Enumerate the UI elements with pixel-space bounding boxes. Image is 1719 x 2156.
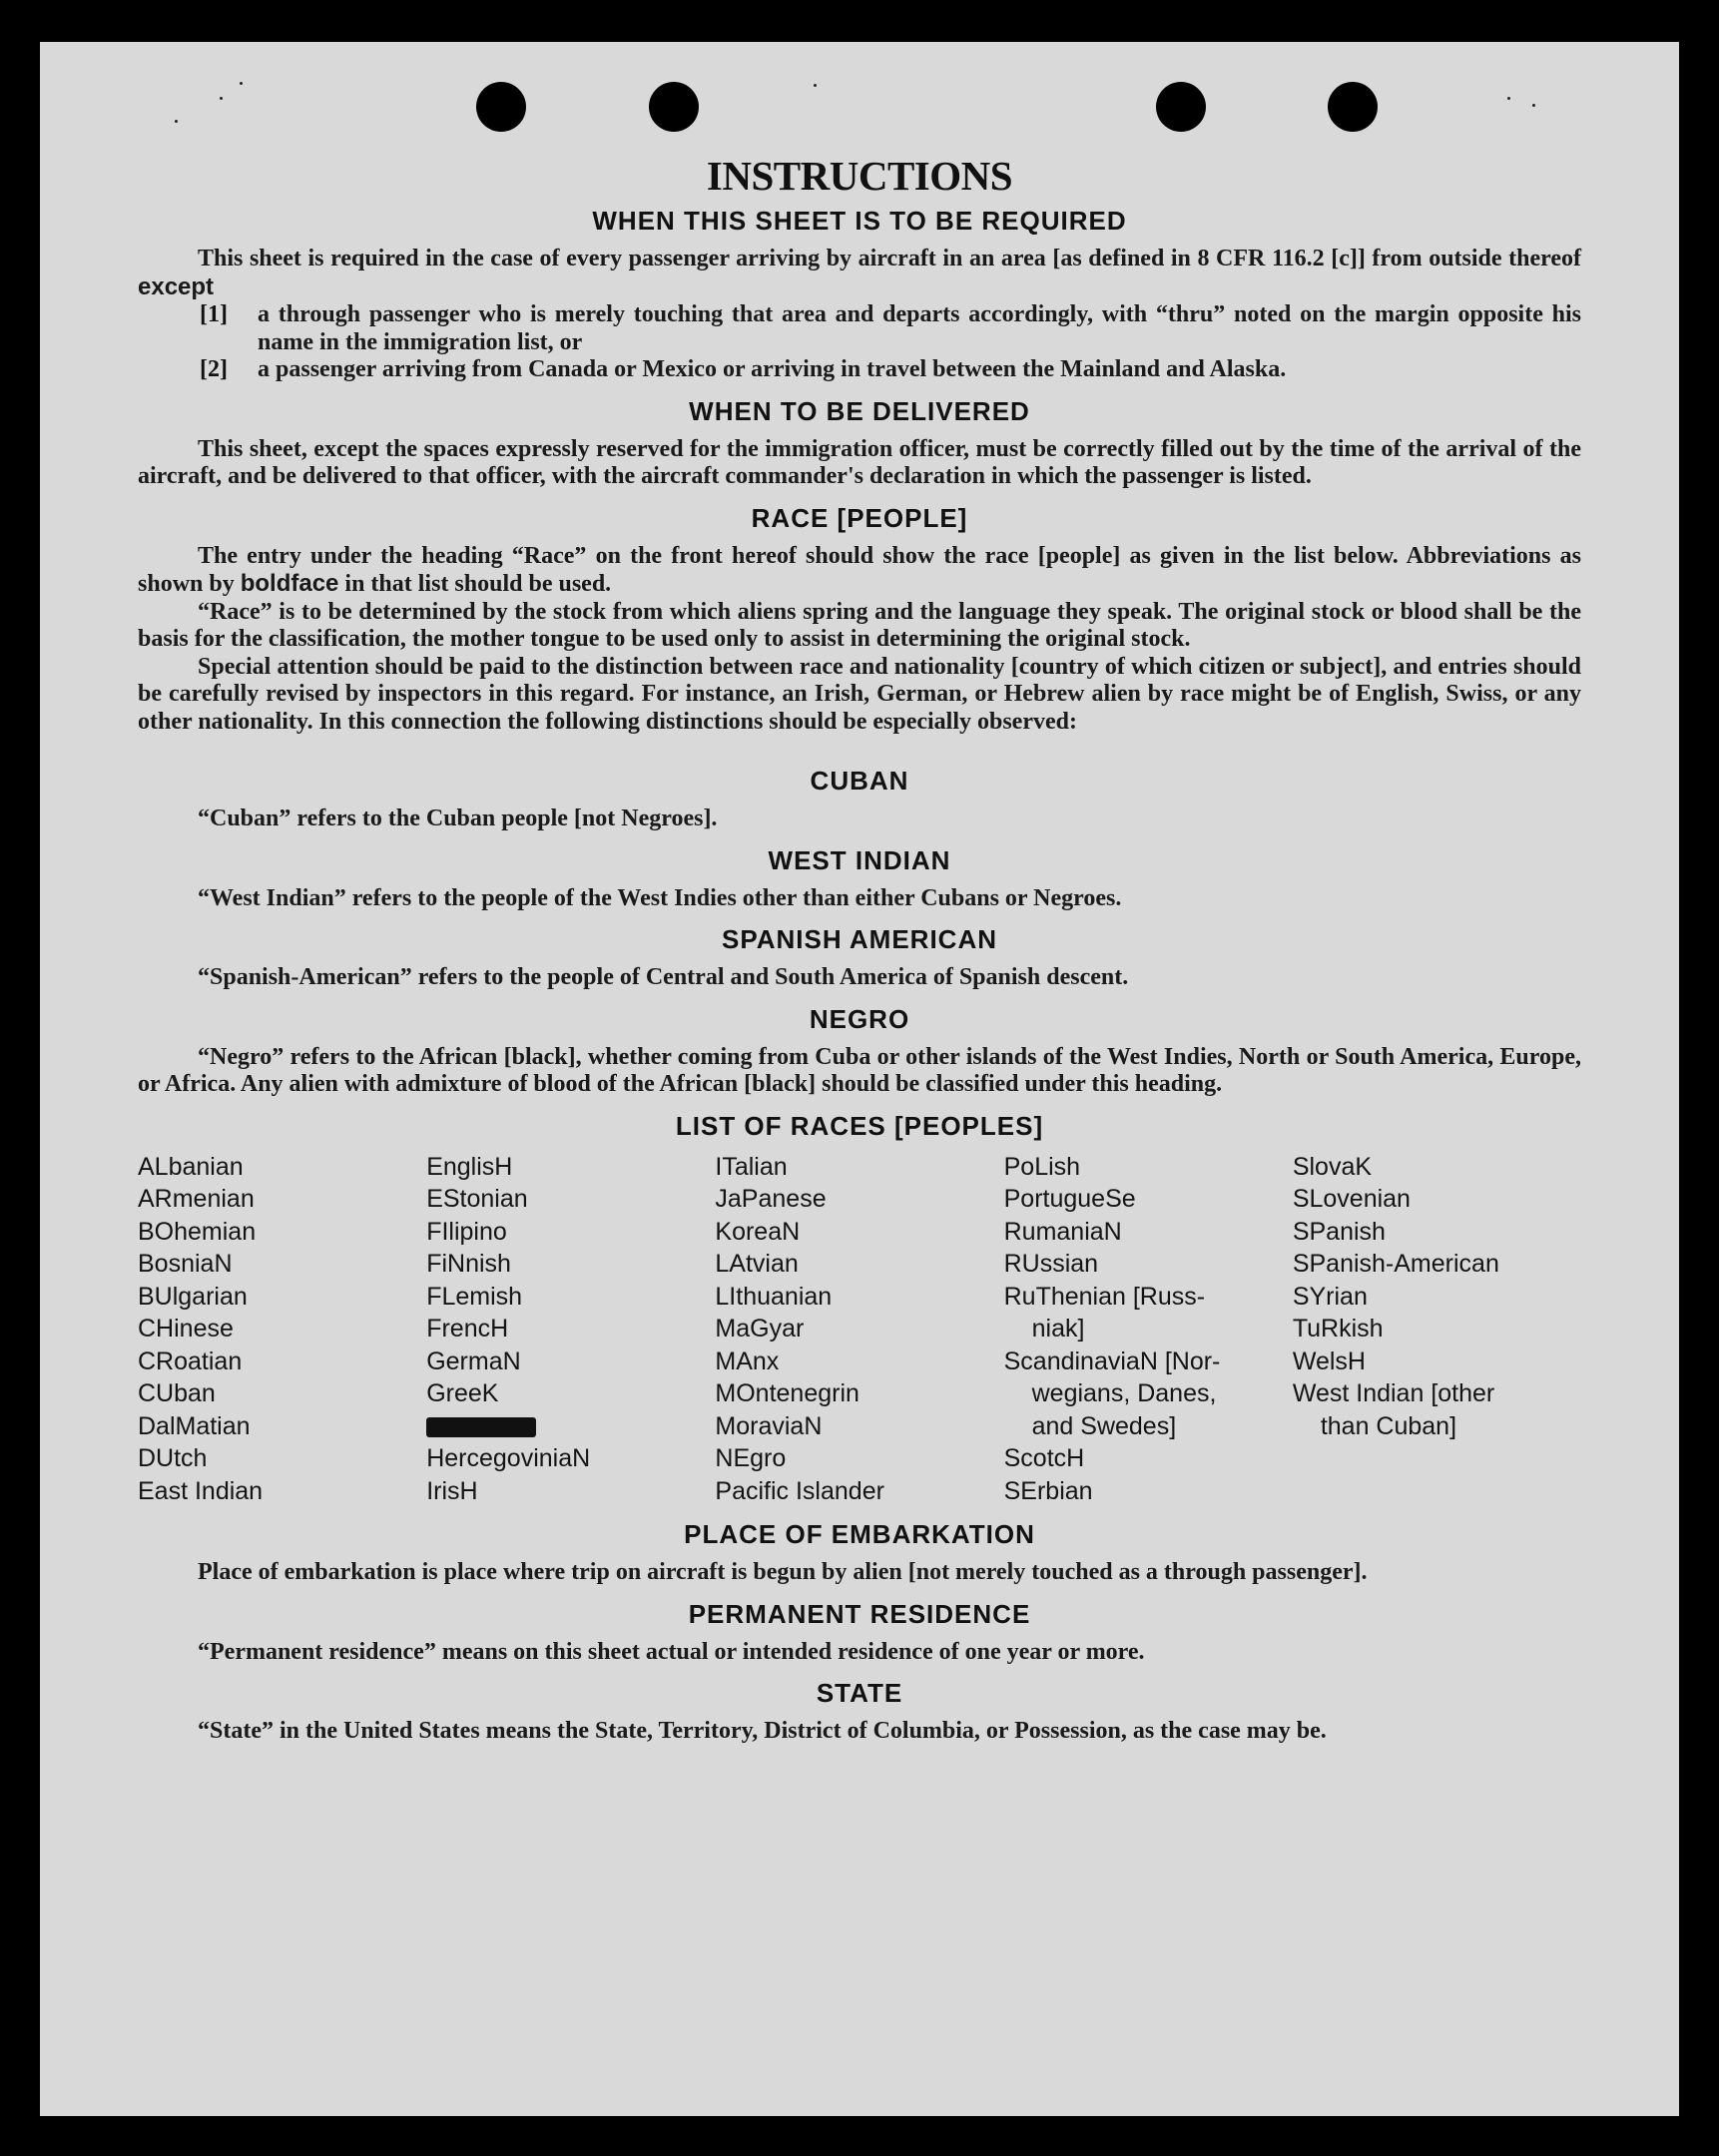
race-item: RUssian: [1003, 1250, 1099, 1278]
exception-1: [1] a through passenger who is merely touching that area and departs accordingly, with “thru” noted on the margin opposite his name in the immigration list, or: [200, 301, 1581, 355]
cuban-text: “Cuban” refers to the Cuban people [not Negroes].: [198, 806, 718, 831]
race-item: FrencH: [426, 1315, 509, 1343]
race-column-4: [1004, 1151, 1293, 1508]
race-item: PortugueSe: [1003, 1185, 1136, 1213]
race-item: SErbian: [1003, 1476, 1093, 1505]
heading-cuban: CUBAN: [810, 766, 909, 796]
race-item: LAtvian: [715, 1250, 799, 1278]
race-paragraph-1: The entry under the heading “Race” on the front hereof should show the race [people] as given in the list below. Abbreviations as shown by boldface in that list should be used.: [138, 542, 1581, 597]
race-item: BUlgarian: [138, 1282, 248, 1311]
page-title: INSTRUCTIONS: [706, 153, 1013, 199]
race-item: JaPanese: [715, 1185, 827, 1213]
instructions-content: [138, 152, 1581, 1746]
race-item: RumaniaN: [1003, 1217, 1122, 1246]
race-item: TuRkish: [1292, 1315, 1384, 1343]
residence-text: “Permanent residence” means on this sheet actual or intended residence of one year or more.: [198, 1638, 1145, 1665]
spanish-american-text: “Spanish-American” refers to the people of Central and South America of Spanish descent.: [198, 964, 1129, 990]
redacted-race-item: [426, 1410, 715, 1443]
race-item: MaGyar: [715, 1315, 805, 1343]
speck: [1507, 97, 1510, 100]
race-item: DUtch: [138, 1444, 208, 1472]
race-item: CRoatian: [138, 1347, 243, 1375]
race-item: SYrian: [1292, 1282, 1368, 1311]
races-list: [138, 1151, 1581, 1508]
race-item: PoLish: [1003, 1152, 1081, 1181]
race-item: RuThenian [Russ-: [1003, 1282, 1206, 1311]
race-paragraph-2: “Race” is to be determined by the stock from which aliens spring and the language they speak. The original stock or blood shall be the basis for the classification, the mother tongue to be used only to assist in determining the original stock.: [138, 598, 1581, 652]
heading-race: RACE [PEOPLE]: [751, 502, 968, 533]
race-item: Pacific Islander: [715, 1476, 884, 1505]
race-item: DalMatian: [138, 1411, 251, 1440]
race-item: wegians, Danes,: [1031, 1379, 1217, 1407]
race-column-1: [138, 1151, 426, 1508]
race-item: IrisH: [426, 1476, 478, 1505]
race-item: CHinese: [138, 1315, 234, 1343]
race-item: GreeK: [426, 1379, 499, 1407]
heading-when-required: WHEN THIS SHEET IS TO BE REQUIRED: [592, 206, 1127, 236]
race-item: LIthuanian: [715, 1282, 833, 1311]
race-paragraph-3: Special attention should be paid to the distinction between race and nationality [country of which citizen or subject], and entries should be carefully revised by inspectors in this regard. For instance, an Irish, German, or Hebrew alien by race might be of English, Swiss, or any other nationality. In this connection the following distinctions should be especially observed:: [138, 653, 1581, 735]
redaction-mark: [426, 1417, 536, 1437]
race-item: SPanish-American: [1292, 1250, 1499, 1278]
race-item: EStonian: [426, 1185, 528, 1213]
punch-hole: [476, 82, 526, 132]
race-item: EnglisH: [426, 1152, 513, 1181]
race-item: SLovenian: [1292, 1185, 1411, 1213]
heading-embarkation: PLACE OF EMBARKATION: [684, 1519, 1035, 1549]
speck: [240, 82, 243, 85]
race-item: FiNnish: [426, 1250, 511, 1278]
race-item: East Indian: [138, 1476, 264, 1505]
race-item: GermaN: [426, 1347, 521, 1375]
race-item: West Indian [other: [1292, 1379, 1495, 1407]
exception-2: [2] a passenger arriving from Canada or Mexico or arriving in travel between the Mainland and Alaska.: [200, 356, 1287, 382]
race-column-3: [715, 1151, 1003, 1508]
speck: [175, 120, 178, 123]
speck: [1532, 104, 1535, 107]
race-item: BosniaN: [138, 1250, 233, 1278]
when-delivered-text: This sheet, except the spaces expressly reserved for the immigration officer, must be correctly filled out by the time of the arrival of the aircraft, and be delivered to that officer, with the aircraft commander's declaration in which the passenger is listed.: [138, 435, 1581, 489]
race-item: and Swedes]: [1031, 1411, 1177, 1440]
heading-when-delivered: WHEN TO BE DELIVERED: [689, 395, 1030, 426]
race-item: ScotcH: [1003, 1444, 1085, 1472]
heading-spanish-american: SPANISH AMERICAN: [721, 924, 997, 954]
race-item: ALbanian: [138, 1152, 244, 1181]
race-item: KoreaN: [715, 1217, 801, 1246]
race-item: CUban: [138, 1379, 216, 1407]
embarkation-text: Place of embarkation is place where trip on aircraft is begun by alien [not merely touched as a through passenger].: [198, 1559, 1368, 1585]
race-item: WelsH: [1292, 1347, 1366, 1375]
heading-list-of-races: LIST OF RACES [PEOPLES]: [675, 1110, 1044, 1141]
punch-hole: [1328, 82, 1378, 132]
race-item: FLemish: [426, 1282, 523, 1311]
race-item: ScandinaviaN [Nor-: [1003, 1347, 1221, 1375]
race-item: MAnx: [715, 1347, 780, 1375]
negro-text: “Negro” refers to the African [black], whether coming from Cuba or other islands of the West Indies, North or South America, Europe, or Africa. Any alien with admixture of blood of the African [black] should be classified under this heading.: [138, 1043, 1581, 1097]
speck: [814, 84, 817, 87]
race-item: NEgro: [715, 1444, 787, 1472]
heading-permanent-residence: PERMANENT RESIDENCE: [688, 1598, 1031, 1629]
speck: [220, 97, 223, 100]
state-text: “State” in the United States means the State, Territory, District of Columbia, or Possession, as the case may be.: [198, 1718, 1327, 1744]
heading-state: STATE: [816, 1678, 903, 1708]
race-item: BOhemian: [138, 1217, 257, 1246]
punch-hole: [649, 82, 699, 132]
race-item: than Cuban]: [1320, 1411, 1457, 1440]
document-sheet: [40, 42, 1679, 2116]
when-required-intro: This sheet is required in the case of every passenger arriving by aircraft in an area [as defined in 8 CFR 116.2 [c]] from outside thereof except: [138, 246, 1581, 300]
race-column-2: [426, 1151, 715, 1508]
west-indian-text: “West Indian” refers to the people of the West Indies other than either Cubans or Negroes.: [198, 884, 1122, 911]
race-item: ITalian: [715, 1152, 788, 1181]
race-item: MoraviaN: [715, 1411, 823, 1440]
race-item: ARmenian: [138, 1185, 255, 1213]
race-item: HercegoviniaN: [426, 1444, 591, 1472]
race-item: FIlipino: [426, 1217, 507, 1246]
race-column-5: [1293, 1151, 1581, 1508]
race-item: SPanish: [1292, 1217, 1386, 1246]
punch-hole: [1156, 82, 1206, 132]
race-item: SlovaK: [1292, 1152, 1373, 1181]
heading-negro: NEGRO: [809, 1003, 910, 1034]
race-item: MOntenegrin: [715, 1379, 860, 1407]
heading-west-indian: WEST INDIAN: [768, 844, 951, 875]
race-item: niak]: [1031, 1315, 1085, 1343]
